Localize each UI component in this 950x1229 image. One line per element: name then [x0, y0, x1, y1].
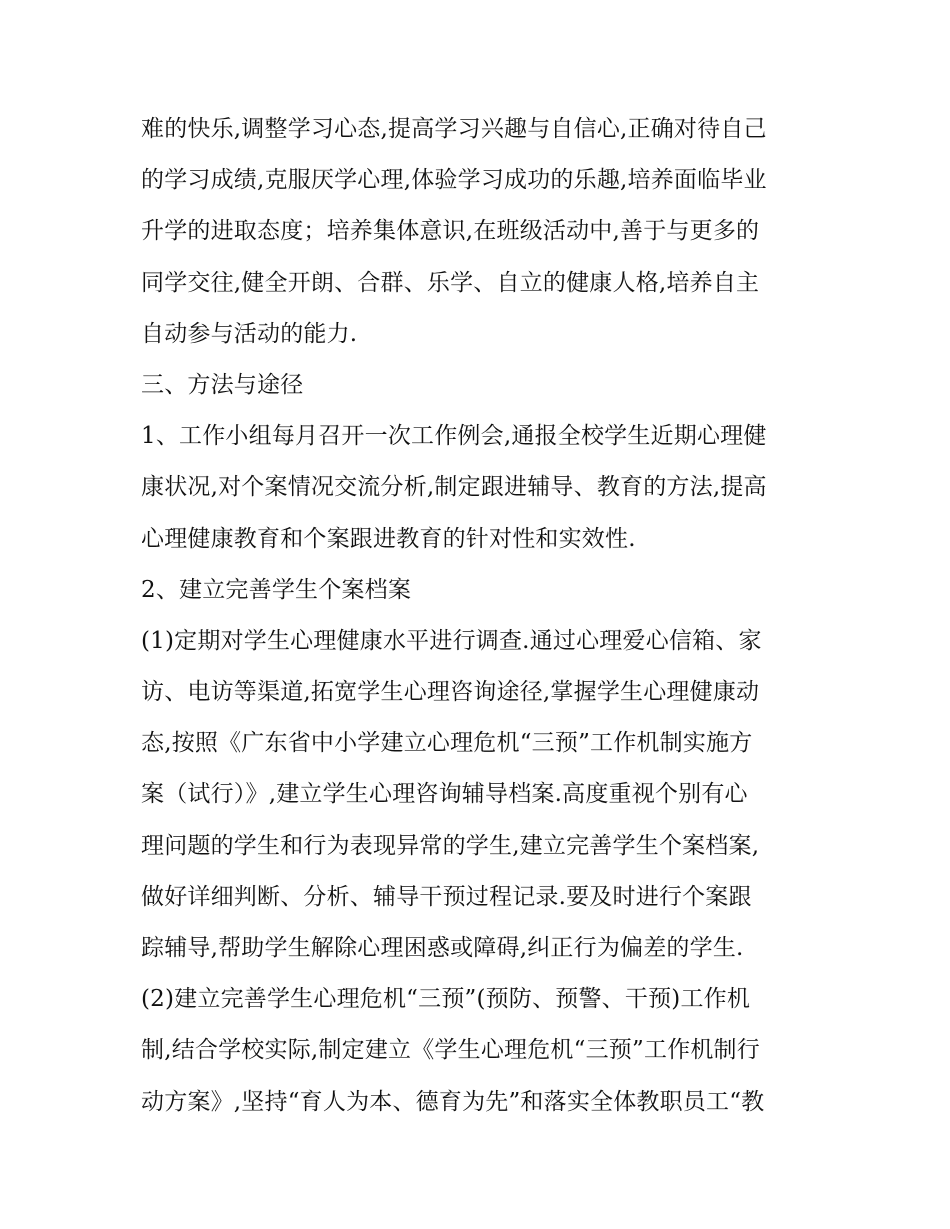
text-line: 动方案》,坚持“育人为本、德育为先”和落实全体教职员工“教 [141, 1088, 765, 1115]
text-line: (1)定期对学生心理健康水平进行调查.通过心理爱心信箱、家 [141, 627, 762, 654]
text-line: 案（试行）》,建立学生心理咨询辅导档案.高度重视个别有心 [141, 781, 748, 808]
text-line: 难的快乐,调整学习心态,提高学习兴趣与自信心,正确对待自己 [141, 116, 767, 142]
text-line: (2)建立完善学生心理危机“三预”(预防、预警、干预)工作机 [141, 986, 751, 1013]
text-line: 同学交往,健全开朗、合群、乐学、自立的健康人格,培养自主 [141, 269, 760, 296]
text-line: 康状况,对个案情况交流分析,制定跟进辅导、教育的方法,提高 [141, 474, 767, 501]
body-text [141, 104, 821, 1128]
text-line: 态,按照《广东省中小学建立心理危机“三预”工作机制实施方 [141, 730, 753, 757]
text-line: 访、电访等渠道,拓宽学生心理咨询途径,掌握学生心理健康动 [141, 679, 760, 706]
text-line: 心理健康教育和个案跟进教育的针对性和实效性. [141, 525, 636, 552]
text-line: 制,结合学校实际,制定建立《学生心理危机“三预”工作机制行 [141, 1037, 760, 1064]
text-line: 升学的进取态度；培养集体意识,在班级活动中,善于与更多的 [141, 218, 760, 245]
section-heading: 三、方法与途径 [141, 371, 304, 398]
text-line: 踪辅导,帮助学生解除心理困惑或障碍,纠正行为偏差的学生. [141, 935, 744, 961]
subsection-heading: 2、建立完善学生个案档案 [141, 576, 412, 603]
text-line: 1、工作小组每月召开一次工作例会,通报全校学生近期心理健 [141, 423, 767, 450]
text-line: 做好详细判断、分析、辅导干预过程记录.要及时进行个案跟 [141, 883, 752, 910]
text-line: 自动参与活动的能力. [141, 320, 358, 347]
text-line: 的学习成绩,克服厌学心理,体验学习成功的乐趣,培养面临毕业 [141, 167, 767, 194]
text-line: 理问题的学生和行为表现异常的学生,建立完善学生个案档案, [141, 832, 760, 859]
